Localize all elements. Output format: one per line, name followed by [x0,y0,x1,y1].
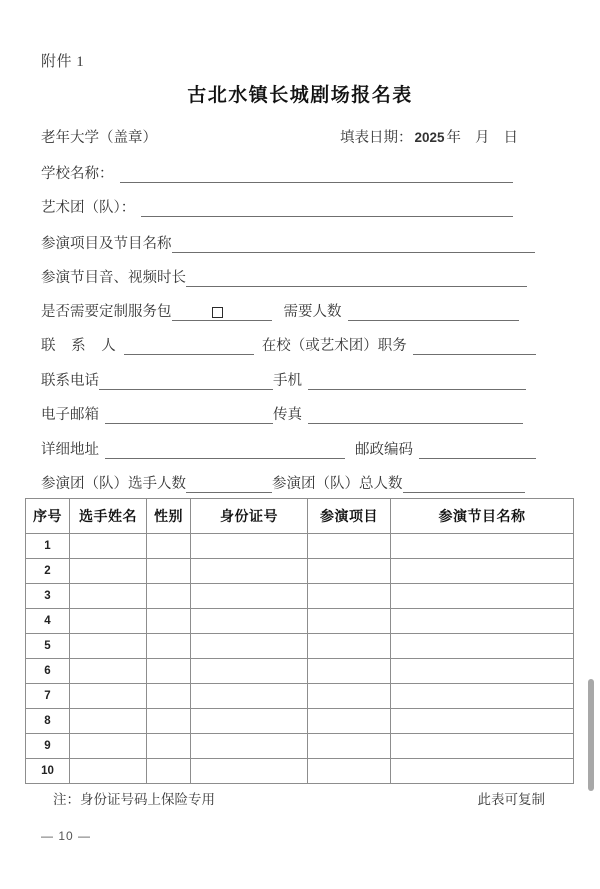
note-copyable: 此表可复制 [477,792,545,807]
cell-event[interactable] [308,534,391,559]
cell-event[interactable] [308,709,391,734]
field-position-input[interactable] [413,338,536,355]
cell-index: 4 [26,609,70,634]
field-email-row [41,402,523,424]
field-art-troupe-input[interactable] [141,200,513,217]
table-row[interactable] [26,609,574,634]
field-contact-person-input[interactable] [124,338,254,355]
col-header-id: 身份证号 [191,499,308,534]
cell-program[interactable] [391,734,574,759]
cell-id[interactable] [191,759,308,784]
roster-table-wrapper [25,498,573,784]
cell-name[interactable] [70,734,147,759]
field-telephone-label: 联系电话 [41,373,99,389]
cell-event[interactable] [308,634,391,659]
fill-date-label: 填表日期： [340,130,413,146]
cell-name[interactable] [70,659,147,684]
field-service-pack-label: 是否需要定制服务包 [41,304,172,320]
field-counts-row [41,471,525,493]
field-art-troupe-label: 艺术团（队）： [41,200,136,216]
cell-event[interactable] [308,609,391,634]
cell-id[interactable] [191,559,308,584]
cell-program[interactable] [391,584,574,609]
table-header-row [26,499,574,534]
table-row[interactable] [26,684,574,709]
table-row[interactable] [26,534,574,559]
cell-event[interactable] [308,559,391,584]
field-contact-row [41,333,536,355]
field-fax-label: 传真 [273,407,302,423]
cell-id[interactable] [191,709,308,734]
col-header-name: 选手姓名 [70,499,147,534]
fill-date-group [340,126,518,147]
field-postal-code-input[interactable] [419,442,536,459]
cell-id[interactable] [191,534,308,559]
cell-id[interactable] [191,659,308,684]
fill-date-month-unit: 月 [475,130,490,146]
table-row[interactable] [26,634,574,659]
cell-id[interactable] [191,734,308,759]
organization-seal-label: 老年大学（盖章） [41,130,157,146]
table-row[interactable] [26,734,574,759]
field-school-name-input[interactable] [120,166,513,183]
cell-index: 9 [26,734,70,759]
cell-index: 5 [26,634,70,659]
cell-index: 8 [26,709,70,734]
cell-program[interactable] [391,534,574,559]
cell-program[interactable] [391,634,574,659]
field-service-pack-row [41,299,519,321]
header-row [41,126,559,148]
cell-gender[interactable] [147,634,191,659]
scrollbar-thumb[interactable] [588,679,594,791]
attachment-label: 附件 1 [41,54,85,70]
col-header-program: 参演节目名称 [391,499,574,534]
cell-event[interactable] [308,659,391,684]
field-school-name [41,161,513,183]
cell-id[interactable] [191,634,308,659]
field-media-duration-input[interactable] [186,270,527,287]
field-needed-count-label: 需要人数 [283,304,342,320]
cell-program[interactable] [391,559,574,584]
field-program-item-name-input[interactable] [172,236,535,253]
note-id-insurance: 注：身份证号码上保险专用 [53,792,215,807]
col-header-event: 参演项目 [308,499,391,534]
field-performer-count-input[interactable] [186,476,272,493]
table-row[interactable] [26,709,574,734]
cell-program[interactable] [391,609,574,634]
cell-gender[interactable] [147,759,191,784]
field-email-input[interactable] [105,407,273,424]
cell-program[interactable] [391,684,574,709]
col-header-gender: 性别 [147,499,191,534]
cell-event[interactable] [308,584,391,609]
field-address-row [41,437,536,459]
table-row[interactable] [26,559,574,584]
cell-program[interactable] [391,659,574,684]
cell-event[interactable] [308,734,391,759]
cell-name[interactable] [70,609,147,634]
field-address-input[interactable] [105,442,345,459]
cell-program[interactable] [391,709,574,734]
field-postal-code-label: 邮政编码 [355,442,413,458]
cell-index: 1 [26,534,70,559]
field-media-duration-label: 参演节目音、视频时长 [41,270,186,286]
field-phone-row [41,368,526,390]
field-mobile-label: 手机 [273,373,302,389]
fill-date-day-unit: 日 [503,130,519,146]
cell-name[interactable] [70,759,147,784]
cell-gender[interactable] [147,559,191,584]
field-service-pack-input[interactable] [172,304,272,321]
field-total-count-label: 参演团（队）总人数 [272,476,403,492]
field-media-duration [41,265,527,287]
cell-gender[interactable] [147,734,191,759]
fill-date-year[interactable]: 2025 [414,130,445,145]
field-program-item-name-label: 参演项目及节目名称 [41,236,172,252]
field-school-name-label: 学校名称： [41,166,114,182]
field-art-troupe [41,195,513,217]
table-row[interactable] [26,659,574,684]
cell-name[interactable] [70,709,147,734]
cell-program[interactable] [391,759,574,784]
field-mobile-input[interactable] [308,373,526,390]
cell-name[interactable] [70,559,147,584]
fill-date-year-unit: 年 [446,130,462,146]
footer-notes [41,788,559,808]
field-position-label: 在校（或艺术团）职务 [261,338,407,354]
cell-gender[interactable] [147,609,191,634]
cell-gender[interactable] [147,659,191,684]
field-telephone-input[interactable] [99,373,273,390]
col-header-index: 序号 [26,499,70,534]
cell-index: 3 [26,584,70,609]
cell-gender[interactable] [147,584,191,609]
field-program-item-name [41,231,535,253]
cell-gender[interactable] [147,684,191,709]
cell-name[interactable] [70,684,147,709]
roster-table-body [26,534,574,784]
cell-gender[interactable] [147,534,191,559]
cell-gender[interactable] [147,709,191,734]
cell-index: 10 [26,759,70,784]
page-number: — 10 — [41,829,92,843]
field-total-count-input[interactable] [403,476,525,493]
cell-id[interactable] [191,684,308,709]
cell-index: 7 [26,684,70,709]
cell-event[interactable] [308,684,391,709]
cell-name[interactable] [70,584,147,609]
cell-event[interactable] [308,759,391,784]
cell-name[interactable] [70,534,147,559]
roster-table [25,498,574,784]
cell-name[interactable] [70,634,147,659]
table-row[interactable] [26,759,574,784]
page-title: 古北水镇长城剧场报名表 [187,85,413,106]
cell-index: 2 [26,559,70,584]
field-address-label: 详细地址 [41,442,99,458]
field-needed-count-input[interactable] [348,304,519,321]
field-fax-input[interactable] [308,407,523,424]
field-performer-count-label: 参演团（队）选手人数 [41,476,186,492]
table-row[interactable] [26,584,574,609]
cell-index: 6 [26,659,70,684]
service-pack-checkbox[interactable] [212,307,223,318]
field-contact-person-label: 联 系 人 [41,338,122,354]
cell-id[interactable] [191,584,308,609]
field-email-label: 电子邮箱 [41,407,99,423]
cell-id[interactable] [191,609,308,634]
